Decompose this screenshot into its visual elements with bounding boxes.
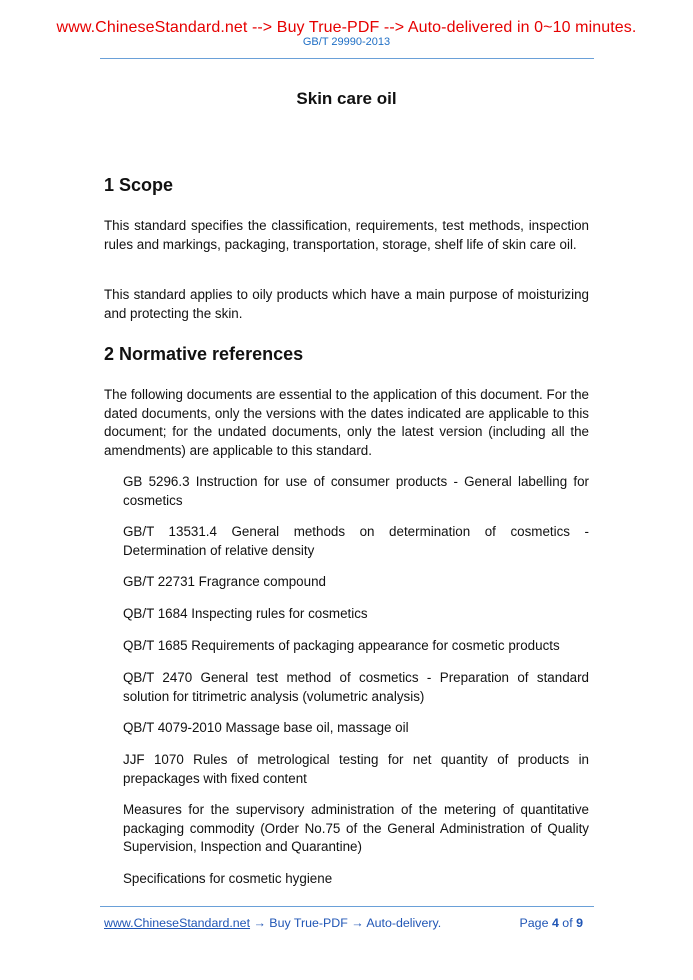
reference-item: GB 5296.3 Instruction for use of consumer products - General labelling for cosmetics (123, 474, 589, 508)
promo-banner[interactable]: www.ChineseStandard.net --> Buy True-PDF --> Auto-delivered in 0~10 minutes. (56, 19, 637, 36)
header-rule (100, 58, 594, 59)
references-intro-paragraph: The following documents are essential to the application of this document. For the dated documents, only the versions with the dates indicated are applicable to this document; for the undated documents, only the latest version (including all the amendments) are applicable to this standard. (104, 387, 589, 458)
reference-item: QB/T 1685 Requirements of packaging appearance for cosmetic products (123, 638, 560, 653)
reference-item: JJF 1070 Rules of metrological testing for net quantity of products in prepackages with fixed content (123, 752, 589, 786)
reference-item: GB/T 13531.4 General methods on determination of cosmetics - Determination of relative density (123, 524, 589, 558)
footer-tagline: → Buy True-PDF → Auto-delivery. (250, 916, 442, 930)
page-current: 4 (551, 916, 559, 930)
reference-item: Specifications for cosmetic hygiene (123, 871, 333, 886)
scope-paragraph-1: This standard specifies the classification, requirements, test methods, inspection rules and markings, packaging, transportation, storage, shelf life of skin care oil. (104, 218, 589, 252)
reference-item: GB/T 22731 Fragrance compound (123, 574, 326, 589)
page-label: Page (519, 916, 549, 930)
standard-number: GB/T 29990-2013 (302, 36, 391, 48)
footer-rule (100, 906, 594, 907)
page-footer (104, 916, 589, 930)
page-total: 9 (576, 916, 583, 930)
page-indicator (520, 916, 583, 930)
page-of-label: of (562, 916, 573, 930)
reference-item: QB/T 4079-2010 Massage base oil, massage oil (123, 720, 409, 735)
scope-paragraph-2: This standard applies to oily products which have a main purpose of moisturizing and protecting the skin. (104, 287, 589, 321)
section-heading-normative-references: 2 Normative references (104, 344, 304, 364)
document-title: Skin care oil (296, 89, 397, 108)
footer-store-link[interactable]: www.ChineseStandard.net (104, 916, 251, 930)
reference-item: QB/T 2470 General test method of cosmetics - Preparation of standard solution for titrimetric analysis (volumetric analysis) (123, 670, 589, 704)
reference-item: Measures for the supervisory administration of the metering of quantitative packaging commodity (Order No.75 of the General Administration of Quality Supervision, Inspection and Quarantine) (123, 802, 589, 855)
reference-item: QB/T 1684 Inspecting rules for cosmetics (123, 606, 368, 621)
section-heading-scope: 1 Scope (104, 175, 174, 195)
